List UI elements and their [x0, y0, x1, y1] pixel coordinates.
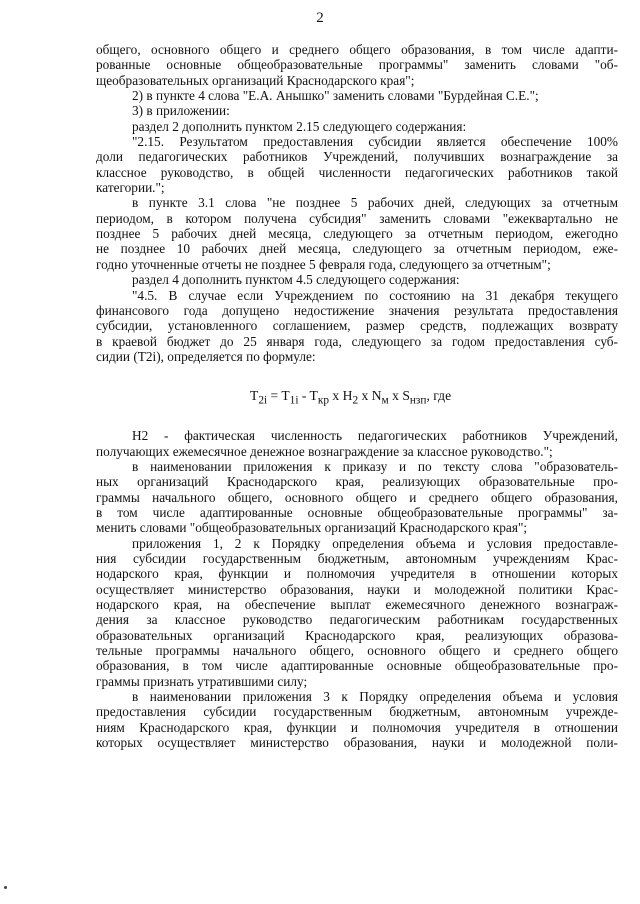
text-line: ниям Краснодарского края, функции и полномочия учредителя в отношении	[96, 719, 618, 735]
text-line: доли педагогических работников Учреждений, получивших вознаграждение за	[96, 149, 618, 165]
text-line: сидии (T2i), определяется по формуле:	[96, 348, 316, 364]
text-line: субсидии, установленного соглашением, размер средств, подлежащих возврату	[96, 318, 618, 334]
text-line: периодом, в котором получена субсидия" заменить словами "ежеквартально не	[96, 210, 618, 226]
text-line: общего, основного общего и среднего общего образования, в том числе адапти-	[96, 42, 618, 57]
formula-subscript: кр	[317, 394, 330, 407]
text-line: предоставления субсидии государственным бюджетным, автономным учрежде-	[96, 704, 618, 720]
text-line: получающих ежемесячное денежное вознаграждение за классное руководство.";	[96, 443, 553, 459]
text-line: дения за классное руководство педагогическим работникам государственных	[96, 612, 618, 628]
text-line: щеобразовательных организаций Краснодарского края";	[96, 72, 415, 88]
text-line: не позднее 10 рабочих дней месяца, следующего за отчетным периодом, еже-	[96, 241, 618, 257]
formula-subscript: нзп	[409, 394, 427, 407]
text-line: в наименовании приложения к приказу и по тексту слова "образователь-	[132, 458, 618, 474]
text-line: в краевой бюджет до 25 января года, следующего за годом предоставления суб-	[96, 333, 618, 349]
text-line: категории.";	[96, 180, 165, 196]
text-line: ных организаций Краснодарского края, реализующих образовательные про-	[96, 474, 618, 490]
page-number: 2	[316, 10, 324, 26]
text-block-after-formula	[96, 428, 618, 750]
document-body	[96, 42, 618, 750]
formula-term: x S	[388, 388, 410, 404]
text-line: приложения 1, 2 к Порядку определения объема и условия предоставле-	[132, 535, 618, 551]
text-line: 3) в приложении:	[132, 103, 230, 119]
text-line: классное руководство, в общей численности педагогических работников такой	[96, 164, 618, 180]
text-line: позднее 5 рабочих дней месяца, следующего за отчетным периодом, ежегодно	[96, 226, 618, 242]
text-line: граммы начального общего, основного общего и среднего общего образования,	[96, 489, 618, 505]
text-line: осуществляет министерство образования, науки и молодежной политики Крас-	[96, 581, 618, 597]
text-line: нодарского края, на обеспечение выплат ежемесячного денежного вознаграж-	[96, 597, 618, 612]
text-line: рованные основные общеобразовательные программы" заменить словами "об-	[96, 57, 618, 73]
scan-artifact	[4, 886, 7, 889]
text-line: в наименовании приложения 3 к Порядку определения объема и условия	[132, 689, 618, 705]
text-line: 2) в пункте 4 слова "Е.А. Анышко" заменить словами "Бурдейная С.Е.";	[132, 88, 539, 104]
formula-subscript: 2	[352, 394, 359, 407]
text-line: ния субсидии государственным бюджетным, автономным учреждениям Крас-	[96, 550, 618, 566]
text-line: образования, в том числе адаптированные основные общеобразовательные про-	[96, 658, 618, 674]
formula-term: = T	[267, 388, 290, 404]
formula-subscript: 2i	[258, 394, 268, 407]
text-line: H2 - фактическая численность педагогических работников Учреждений,	[132, 428, 618, 444]
formula	[96, 364, 618, 428]
text-line: которых осуществляет министерство образования, науки и молодежной поли-	[96, 735, 618, 751]
formula-term: x H	[329, 388, 353, 404]
text-line: тельные программы начального общего, основного общего и среднего общего	[96, 643, 618, 659]
formula-subscript: м	[381, 394, 389, 407]
text-line: в том числе адаптированные основные общеобразовательные программы" за-	[96, 504, 618, 520]
formula-subscript: 1i	[289, 394, 299, 407]
text-line: граммы признать утратившими силу;	[96, 673, 308, 689]
text-line: "2.15. Результатом предоставления субсидии является обеспечение 100%	[132, 134, 618, 150]
text-line: раздел 4 дополнить пунктом 4.5 следующего содержания:	[132, 272, 460, 288]
formula-term: , где	[426, 388, 452, 404]
formula-term: x N	[358, 388, 382, 404]
text-line: годно уточненные отчеты не позднее 5 февраля года, следующего за отчетным";	[96, 256, 551, 272]
text-line: образовательных организаций Краснодарского края, реализующих образова-	[96, 627, 618, 643]
text-block-before-formula	[96, 42, 618, 364]
text-line: менить словами "общеобразовательных организаций Краснодарского края";	[96, 520, 528, 536]
text-line: в пункте 3.1 слова "не позднее 5 рабочих дней, следующих за отчетным	[132, 195, 618, 211]
formula-term: - T	[298, 388, 318, 404]
formula-term: T	[250, 388, 259, 404]
text-line: "4.5. В случае если Учреждением по состоянию на 31 декабря текущего	[132, 287, 618, 303]
text-line: финансового года допущено недостижение значения результата предоставления	[96, 302, 618, 318]
text-line: нодарского края, функции и полномочия учредителя в отношении которых	[96, 566, 618, 582]
text-line: раздел 2 дополнить пунктом 2.15 следующего содержания:	[132, 118, 467, 134]
